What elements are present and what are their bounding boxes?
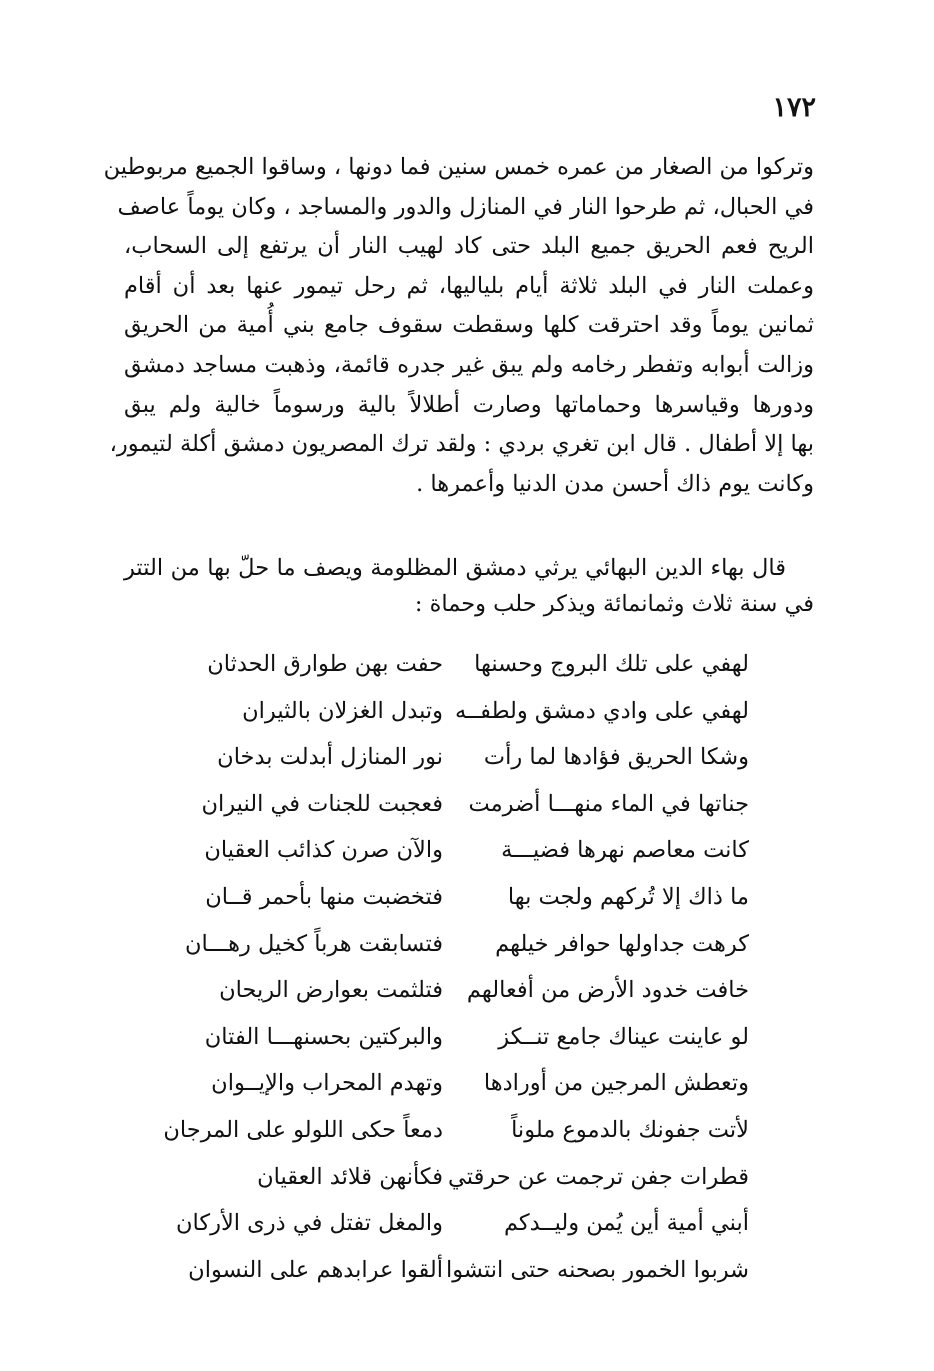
first-hemistich: جناتها في الماء منهـــا أضرمت [468, 790, 749, 817]
first-hemistich: أبني أمية أين يُمن وليــدكم [503, 1210, 749, 1237]
poem-verse [181, 967, 749, 1014]
second-hemistich: حفت بهن طوارق الحدثان [207, 651, 443, 677]
poem-verse [175, 1200, 749, 1247]
poem [163, 641, 749, 1293]
second-hemistich: فتخضبت منها بأحمر قــان [205, 883, 443, 910]
first-hemistich: وتعطش المرجين من أورادها [483, 1070, 749, 1097]
second-hemistich: وتبدل الغزلان بالثيران [242, 697, 443, 724]
poem-verse [181, 874, 749, 921]
second-hemistich: دمعاً حكى اللولو على المرجان [163, 1116, 443, 1143]
prose-line: الريح فعم الحريق جميع البلد حتى كاد لهيب النار أن يرتفع إلى السحاب، [124, 233, 814, 260]
poem-verse [181, 1014, 749, 1061]
first-hemistich: لو عاينت عيناك جامع تنــكز [498, 1023, 749, 1050]
poem-verse [181, 827, 749, 874]
page-number: ١٧٢ [772, 92, 816, 123]
intro-line: في سنة ثلاث وثمانمائة ويذكر حلب وحماة : [414, 591, 814, 617]
poem-verse [181, 734, 749, 781]
poem-verse [181, 641, 749, 688]
poem-verse [181, 921, 749, 968]
prose-line: وزالت أبوابه وتفطر رخامه ولم يبق غير جدره قائمة، وذهبت مساجد دمشق [124, 351, 814, 378]
prose-line: ودورها وقياسرها وحماماتها وصارت أطلالاً بالية ورسوماً خالية ولم يبق [124, 391, 814, 418]
second-hemistich: ألقوا عرابدهم على النسوان [188, 1256, 443, 1283]
first-hemistich: شربوا الخمور بصحنه حتى انتشوا [446, 1256, 749, 1283]
poem-verse [181, 1247, 749, 1294]
second-hemistich: فكأنهن قلائد العقيان [257, 1163, 443, 1190]
prose-line: وكانت يوم ذاك أحسن مدن الدنيا وأعمرها . [416, 470, 814, 497]
second-hemistich: فتسابقت هرباً كخيل رهـــان [184, 930, 443, 957]
prose-line: وعملت النار في البلد ثلاثة أيام بلياليها، ثم رحل تيمور عنها بعد أن أقام [124, 272, 814, 299]
second-hemistich: نور المنازل أبدلت بدخان [217, 744, 443, 771]
prose-line: في الحبال، ثم طرحوا النار في المنازل والدور والمساجد ، وكان يوماً عاصف [117, 193, 814, 220]
first-hemistich: قطرات جفن ترجمت عن حرقتي [448, 1163, 749, 1190]
poem-verse [181, 1154, 749, 1201]
second-hemistich: فعجبت للجنات في النيران [201, 790, 443, 817]
intro-line: قال بهاء الدين البهائي يرثي دمشق المظلومة ويصف ما حلّ بها من التتر [124, 555, 786, 581]
poem-verse [181, 1060, 749, 1107]
poem-verse [181, 688, 749, 735]
first-hemistich: وشكا الحريق فؤادها لما رأت [483, 744, 749, 771]
first-hemistich: كرهت جداولها حوافر خيلهم [495, 930, 749, 957]
first-hemistich: ما ذاك إلا تُركهم ولجت بها [507, 883, 749, 910]
second-hemistich: فتلثمت بعوارض الريحان [219, 977, 443, 1004]
first-hemistich: كانت معاصم نهرها فضيـــة [501, 837, 749, 864]
first-hemistich: خافت خدود الأرض من أفعالهم [466, 977, 749, 1004]
prose-line: بها إلا أطفال . قال ابن تغري بردي : ولقد ترك المصريون دمشق أكلة لتيمور، [109, 431, 814, 458]
second-hemistich: وتهدم المحراب والإيــوان [211, 1070, 443, 1097]
poem-introduction [124, 550, 814, 622]
poem-verse [163, 1107, 749, 1154]
second-hemistich: والمغل تفتل في ذرى الأركان [175, 1210, 443, 1237]
prose-line: وتركوا من الصغار من عمره خمس سنين فما دونها ، وساقوا الجميع مربوطين [103, 154, 814, 180]
prose-paragraph [103, 148, 814, 504]
first-hemistich: لأتت جفونك بالدموع ملوناً [511, 1116, 749, 1143]
prose-line: ثمانين يوماً وقد احترقت كلها وسقطت سقوف جامع بني أُمية من الحريق [124, 312, 814, 339]
first-hemistich: لهفي على تلك البروج وحسنها [474, 651, 749, 677]
second-hemistich: والبركتين بحسنهـــا الفتان [204, 1023, 443, 1050]
poem-verse [181, 781, 749, 828]
first-hemistich: لهفي على وادي دمشق ولطفــه [454, 697, 749, 724]
second-hemistich: والآن صرن كذائب العقيان [204, 837, 443, 864]
